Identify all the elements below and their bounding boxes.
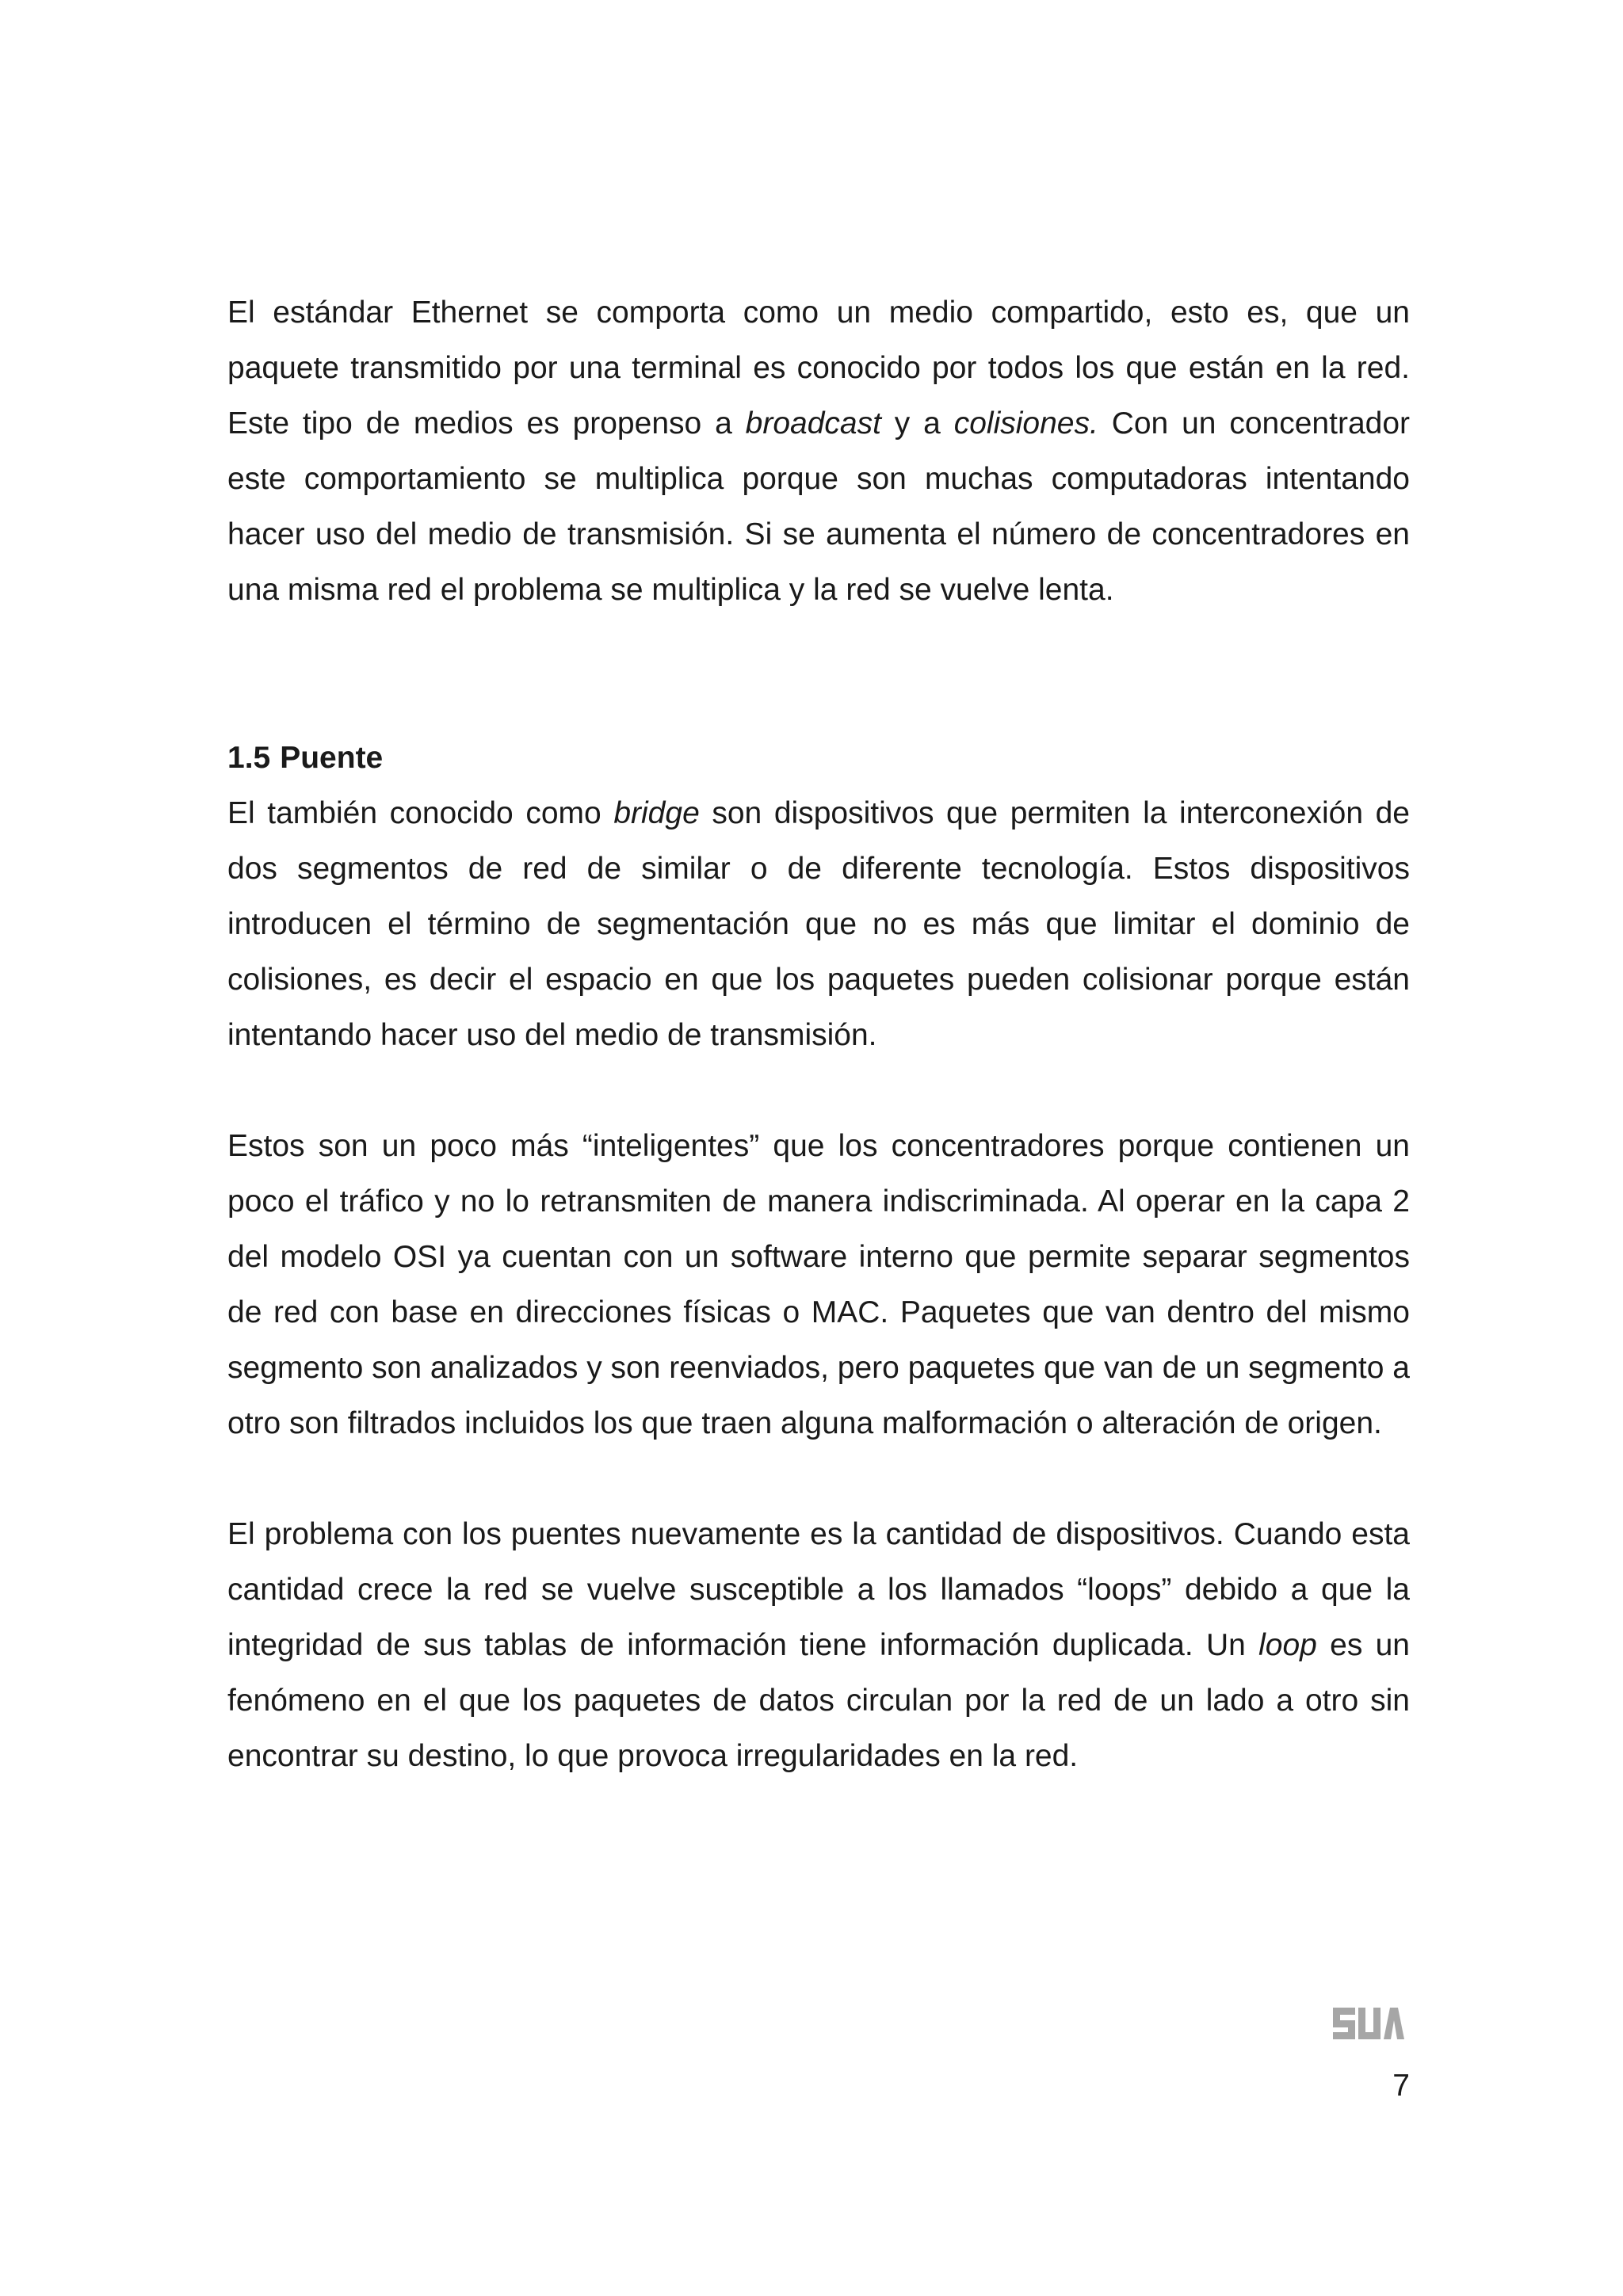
paragraph-bridge [227, 786, 1410, 1063]
term-loop: loop [1258, 1628, 1317, 1662]
term-broadcast: broadcast [745, 406, 881, 441]
paragraph-loops-text-2: es un fenómeno en el que los paquetes de datos circulan por la red de un lado a otro sin encontrar su destino, lo que provoca irregularidades en la red. [227, 1628, 1410, 1773]
paragraph-intelligent-text: Estos son un poco más “inteligentes” que los concentradores porque contienen un poco el tráfico y no lo retransmiten de manera indiscriminada. Al operar en la capa 2 del modelo OSI ya cuentan con un software interno que permite separar segmentos de red con base en direcciones físicas o MAC. Paquetes que van dentro del mismo segmento son analizados y son reenviados, pero paquetes que van de un segmento a otro son filtrados incluidos los que traen alguna malformación o alteración de origen. [227, 1129, 1410, 1440]
paragraph-ethernet [227, 285, 1410, 618]
sua-logo [1331, 2006, 1406, 2041]
paragraph-ethernet-text-3: Con un concentrador este comportamiento se multiplica porque son muchas computadoras intentando hacer uso del medio de transmisión. Si se aumenta el número de concentradores en una misma red el problema se multiplica y la red se vuelve lenta. [227, 406, 1411, 607]
paragraph-loops [227, 1507, 1410, 1784]
page-number: 7 [1392, 2069, 1410, 2103]
paragraph-bridge-text-2: son dispositivos que permiten la interconexión de dos segmentos de red de similar o de diferente tecnología. Estos dispositivos introducen el término de segmentación que no es más que limitar el dominio de colisiones, es decir el espacio en que los paquetes pueden colisionar porque están intentando hacer uso del medio de transmisión. [227, 796, 1411, 1052]
sua-logo-icon [1331, 2006, 1406, 2041]
paragraph-loops-text-1: El problema con los puentes nuevamente es la cantidad de dispositivos. Cuando esta cantidad crece la red se vuelve susceptible a los llamados “loops” debido a que la integridad de sus tablas de información tiene información duplicada. Un [227, 1517, 1410, 1662]
paragraph-ethernet-text-2: y a [880, 406, 954, 441]
section-heading [227, 730, 1410, 786]
section-number: 1.5 [227, 741, 271, 775]
page-content [227, 285, 1410, 1784]
paragraph-bridge-text-1: El también conocido como [227, 796, 614, 830]
term-colisiones: colisiones. [953, 406, 1098, 441]
section-title: Puente [280, 741, 384, 775]
paragraph-ethernet-text-1: El estándar Ethernet se comporta como un medio compartido, esto es, que un paquete transmitido por una terminal es conocido por todos los que están en la red. Este tipo de medios es propenso a [227, 296, 1410, 441]
paragraph-intelligent [227, 1119, 1410, 1451]
term-bridge: bridge [613, 796, 700, 830]
